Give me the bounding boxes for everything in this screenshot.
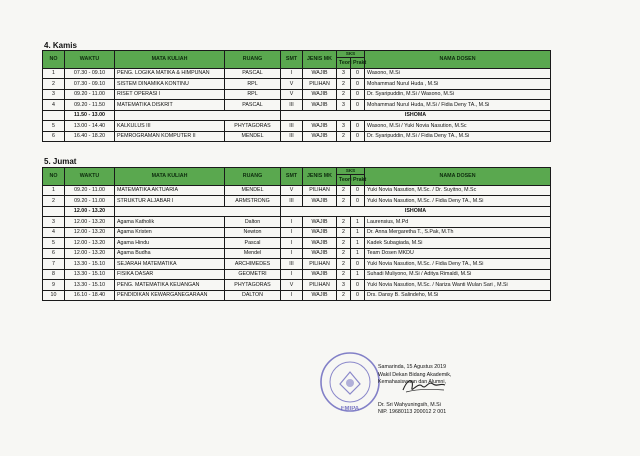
cell-waktu: 13.30 - 15.10 [65,259,115,270]
header-jenis-mk: JENIS MK [303,51,337,69]
cell-smt: I [281,68,303,79]
header-waktu: WAKTU [65,168,115,186]
cell-no: 2 [43,79,65,90]
cell-mata-kuliah: Agama Katholik [115,217,225,228]
cell-no: 7 [43,259,65,270]
signer-role-2: Kemahasiswaan dan Alumni, [378,379,447,386]
cell-ruang: ARMSTRONG [225,196,281,207]
cell-prakt: 0 [351,280,365,291]
table-row [43,269,551,280]
cell-mata-kuliah: PENG. LOGIKA MATIKA & HIMPUNAN [115,68,225,79]
cell-waktu: 12.00 - 13.20 [65,227,115,238]
cell-smt: I [281,227,303,238]
cell-ruang: Pascal [225,238,281,249]
cell-mata-kuliah: PEMROGRAMAN KOMPUTER II [115,131,225,142]
table-row [43,196,551,207]
table-row [43,131,551,142]
cell-smt: V [281,280,303,291]
cell-mata-kuliah: MATEMATIKA AKTUARIA [115,185,225,196]
cell-prakt: 0 [351,121,365,132]
cell-smt: V [281,185,303,196]
cell-smt: V [281,79,303,90]
header-prakt: Prakt [351,58,365,69]
faculty-stamp [318,350,382,414]
header-waktu: WAKTU [65,51,115,69]
table-row [43,68,551,79]
cell-mata-kuliah: Agama Kristen [115,227,225,238]
table-row [43,280,551,291]
cell-no: 2 [43,196,65,207]
cell-nama-dosen: Dr. Anna Mergaretha T., S.Pak, M.Th [365,227,551,238]
cell-no: 6 [43,248,65,259]
cell-ruang: RPL [225,89,281,100]
header-mata-kuliah: MATA KULIAH [115,168,225,186]
cell-nama-dosen: Yuki Novia Nasution, M.Sc. / Fidia Deny TA., M.Si [365,259,551,270]
cell-waktu: 09.20 - 11.50 [65,100,115,111]
cell-waktu: 09.20 - 11.00 [65,185,115,196]
cell-ruang: PASCAL [225,68,281,79]
table-row [43,100,551,111]
cell-teori: 2 [337,131,351,142]
cell-nama-dosen: Mohammad Nurul Huda, M.Si / Fidia Deny TA., M.Si [365,100,551,111]
cell-smt: III [281,259,303,270]
header-no: NO [43,51,65,69]
cell-prakt: 0 [351,185,365,196]
cell-teori: 2 [337,259,351,270]
break-time: 12.00 - 13.20 [65,206,115,217]
cell-nama-dosen: Suhadi Muliyono, M.Si / Aditya Rimaldi, M.Si [365,269,551,280]
cell-jenis-mk: WAJIB [303,89,337,100]
cell-smt: III [281,196,303,207]
table-row [43,121,551,132]
header-smt: SMT [281,168,303,186]
cell-smt: III [281,100,303,111]
cell-ruang: Dalton [225,217,281,228]
cell-no: 1 [43,68,65,79]
cell-jenis-mk: WAJIB [303,269,337,280]
cell-jenis-mk: PILIHAN [303,79,337,90]
cell-jenis-mk: PILIHAN [303,280,337,291]
table-row [43,185,551,196]
cell-no: 10 [43,290,65,301]
cell-jenis-mk: WAJIB [303,131,337,142]
cell-waktu: 13.00 - 14.40 [65,121,115,132]
cell-waktu: 16.40 - 18.20 [65,131,115,142]
table-row [43,217,551,228]
cell-waktu: 12.00 - 13.20 [65,238,115,249]
cell-teori: 2 [337,238,351,249]
header-teori: Teori [337,58,351,69]
cell-ruang: MENDEL [225,131,281,142]
cell-smt: I [281,248,303,259]
cell-no: 8 [43,269,65,280]
cell-mata-kuliah: STRUKTUR ALJABAR I [115,196,225,207]
cell-mata-kuliah: Agama Hindu [115,238,225,249]
cell-jenis-mk: PILIHAN [303,259,337,270]
cell-teori: 2 [337,248,351,259]
cell-prakt: 0 [351,68,365,79]
cell-prakt: 0 [351,100,365,111]
cell-teori: 2 [337,196,351,207]
header-nama-dosen: NAMA DOSEN [365,51,551,69]
header-ruang: RUANG [225,168,281,186]
cell-jenis-mk: WAJIB [303,217,337,228]
cell-mata-kuliah: RISET OPERASI I [115,89,225,100]
cell-mata-kuliah: MATEMATIKA DISKRIT [115,100,225,111]
cell-no: 9 [43,280,65,291]
cell-ruang: MENDEL [225,185,281,196]
place-date: Samarinda, 15 Agustus 2019 [378,364,447,370]
cell-teori: 3 [337,121,351,132]
kamis-body [43,68,551,110]
cell-jenis-mk: WAJIB [303,248,337,259]
cell-mata-kuliah: PENG. MATEMATIKA KEUANGAN [115,280,225,291]
cell-smt: III [281,121,303,132]
cell-waktu: 12.00 - 13.20 [65,248,115,259]
cell-nama-dosen: Wasono, M.Si / Yuki Novia Nasution, M.Sc [365,121,551,132]
header-sks: SKS [337,168,365,175]
cell-ruang: Newton [225,227,281,238]
cell-prakt: 0 [351,79,365,90]
cell-teori: 3 [337,68,351,79]
cell-ruang: PHYTAGORAS [225,121,281,132]
cell-teori: 2 [337,89,351,100]
cell-ruang: DALTON [225,290,281,301]
kamis-body-2 [43,121,551,142]
cell-jenis-mk: WAJIB [303,68,337,79]
header-no: NO [43,168,65,186]
cell-jenis-mk: WAJIB [303,227,337,238]
cell-no: 4 [43,227,65,238]
table-row [43,227,551,238]
break-row [43,110,551,121]
cell-nama-dosen: Kadek Subagiada, M.Si [365,238,551,249]
cell-smt: V [281,89,303,100]
cell-ruang: Mendel [225,248,281,259]
cell-jenis-mk: WAJIB [303,121,337,132]
header-ruang: RUANG [225,51,281,69]
cell-nama-dosen: Mohammad Nurul Huda , M.Si [365,79,551,90]
header-nama-dosen: NAMA DOSEN [365,168,551,186]
cell-teori: 2 [337,227,351,238]
cell-ruang: GEOMETRI [225,269,281,280]
table-row [43,248,551,259]
cell-prakt: 1 [351,269,365,280]
cell-no: 5 [43,121,65,132]
cell-prakt: 0 [351,89,365,100]
header-teori: Teori [337,175,351,186]
cell-nama-dosen: Yuki Novia Nasution, M.Sc. / Dr. Suyitno, M.Sc [365,185,551,196]
cell-mata-kuliah: SEJARAH MATEMATIKA [115,259,225,270]
cell-jenis-mk: WAJIB [303,290,337,301]
cell-mata-kuliah: PENDIDIKAN KEWARGANEGARAAN [115,290,225,301]
cell-teori: 2 [337,269,351,280]
section-title-jumat: 5. Jumat [44,157,77,166]
cell-smt: I [281,217,303,228]
cell-prakt: 0 [351,131,365,142]
cell-nama-dosen: Yuki Novia Nasution, M.Sc. / Fidia Deny TA., M.Si [365,196,551,207]
cell-ruang: RPL [225,79,281,90]
jumat-body [43,185,551,206]
header-smt: SMT [281,51,303,69]
cell-teori: 2 [337,217,351,228]
cell-no: 4 [43,100,65,111]
cell-ruang: ARCHIMEDES [225,259,281,270]
table-row [43,79,551,90]
cell-prakt: 1 [351,217,365,228]
table-jumat [42,167,551,301]
cell-nama-dosen: Wasono, M.Si [365,68,551,79]
cell-waktu: 13.30 - 15.10 [65,280,115,291]
cell-teori: 2 [337,79,351,90]
cell-mata-kuliah: SISTEM DINAMIKA KONTINU [115,79,225,90]
cell-prakt: 0 [351,290,365,301]
cell-waktu: 07.30 - 09.10 [65,68,115,79]
cell-teori: 3 [337,280,351,291]
cell-prakt: 1 [351,248,365,259]
cell-prakt: 0 [351,196,365,207]
table-row [43,238,551,249]
cell-teori: 2 [337,290,351,301]
table-row [43,259,551,270]
cell-waktu: 09.20 - 11.00 [65,89,115,100]
cell-jenis-mk: PILIHAN [303,185,337,196]
cell-nama-dosen: Yuki Novia Nasution, M.Sc. / Nariza Wanti Wulan Sari , M.Si [365,280,551,291]
cell-nama-dosen: Dr. Syaripuddin, M.Si / Wasono, M.Si [365,89,551,100]
cell-smt: III [281,131,303,142]
cell-smt: I [281,290,303,301]
break-row [43,206,551,217]
header-sks: SKS [337,51,365,58]
cell-jenis-mk: WAJIB [303,238,337,249]
cell-waktu: 16.10 - 18.40 [65,290,115,301]
cell-jenis-mk: WAJIB [303,100,337,111]
cell-no: 3 [43,89,65,100]
header-mata-kuliah: MATA KULIAH [115,51,225,69]
cell-no: 6 [43,131,65,142]
signer-name: Dr. Sri Wahyuningsih, M.Si [378,401,441,408]
cell-mata-kuliah: KALKULUS III [115,121,225,132]
cell-teori: 2 [337,185,351,196]
cell-prakt: 1 [351,238,365,249]
cell-nama-dosen: Dr. Syaripuddin, M.Si / Fidia Deny TA., M.Si [365,131,551,142]
cell-waktu: 07.30 - 09.10 [65,79,115,90]
signature-block [378,364,451,417]
cell-ruang: PASCAL [225,100,281,111]
jumat-body-2 [43,217,551,301]
signer-role-1: Wakil Dekan Bidang Akademik, [378,371,452,378]
cell-nama-dosen: Laurensius, M.Pd [365,217,551,228]
svg-text:FMIPA: FMIPA [340,406,360,412]
cell-smt: I [281,238,303,249]
cell-waktu: 13.30 - 15.10 [65,269,115,280]
table-row [43,290,551,301]
cell-no: 1 [43,185,65,196]
cell-no: 5 [43,238,65,249]
table-row [43,89,551,100]
cell-waktu: 09.20 - 11.00 [65,196,115,207]
break-label: ISHOMA [281,206,551,217]
header-jenis-mk: JENIS MK [303,168,337,186]
cell-nama-dosen: Drs. Dansy B. Salindeho, M.Si [365,290,551,301]
cell-ruang: PHYTAGORAS [225,280,281,291]
break-label: ISHOMA [281,110,551,121]
cell-prakt: 1 [351,227,365,238]
section-title-kamis: 4. Kamis [44,41,77,50]
break-time: 11.50 - 13.00 [65,110,115,121]
cell-teori: 3 [337,100,351,111]
cell-jenis-mk: WAJIB [303,196,337,207]
cell-nama-dosen: Team Dosen MKDU [365,248,551,259]
cell-mata-kuliah: Agama Budha [115,248,225,259]
cell-no: 3 [43,217,65,228]
signer-nip: NIP. 19680113 200012 2 001 [378,409,447,416]
table-kamis [42,50,551,142]
cell-waktu: 12.00 - 13.20 [65,217,115,228]
cell-prakt: 0 [351,259,365,270]
header-prakt: Prakt [351,175,365,186]
cell-mata-kuliah: FISIKA DASAR [115,269,225,280]
cell-smt: I [281,269,303,280]
